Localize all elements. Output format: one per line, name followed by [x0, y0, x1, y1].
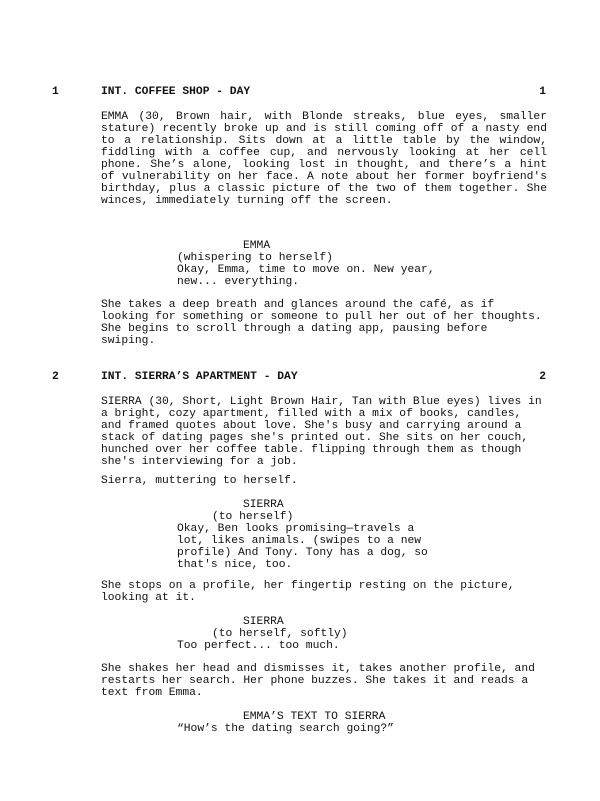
action-block: Sierra, muttering to herself. [101, 475, 298, 487]
action-block: She takes a deep breath and glances around the café, as if looking for something or someone to pull her out of her thoughts. She begins to scroll through a dating app, pausing before swiping. [101, 299, 542, 347]
parenthetical: (to herself) [212, 511, 294, 523]
action-block: She stops on a profile, her fingertip resting on the picture, looking at it. [101, 580, 515, 604]
dialogue: Too perfect... too much. [177, 640, 340, 652]
character-name: SIERRA [243, 616, 284, 628]
dialogue: “How’s the dating search going?” [177, 723, 394, 735]
dialogue: Okay, Ben looks promising—travels a lot, likes animals. (swipes to a new profile) And Tony. Tony has a dog, so that's nice, too. [177, 523, 428, 571]
action-block: EMMA (30, Brown hair, with Blonde streaks, blue eyes, smaller stature) recently broke up and is still coming off of a nasty end to a relationship. Sits down at a little table by the window, fiddling with a coffee cup, and nervously looking at her cell phone. She’s alone, looking lost in thought, and there’s a hint of vulnerability on her face. A note about her former boyfriend's birthday, plus a classic picture of the two of them together. She winces, immediately turning off the screen. [101, 111, 547, 207]
scene-number-right: 2 [539, 371, 546, 383]
character-name: EMMA’S TEXT TO SIERRA [243, 711, 386, 723]
scene-heading: INT. COFFEE SHOP - DAY [101, 86, 251, 98]
scene-number-right: 1 [539, 86, 546, 98]
action-block: SIERRA (30, Short, Light Brown Hair, Tan with Blue eyes) lives in a bright, cozy apartment, filled with a mix of books, candles, and framed quotes about love. She's busy and carrying around a stack of dating pages she's printed out. She sits on her couch, hunched over her coffee table. flipping through them as though she's interviewing for a job. [101, 396, 542, 468]
parenthetical: (whispering to herself) [177, 252, 333, 264]
scene-number-left: 2 [52, 371, 59, 383]
action-block: She shakes her head and dismisses it, takes another profile, and restarts her search. Her phone buzzes. She takes it and reads a text from Emma. [101, 663, 535, 699]
character-name: SIERRA [243, 499, 284, 511]
scene-number-left: 1 [52, 86, 59, 98]
character-name: EMMA [243, 240, 271, 252]
dialogue: Okay, Emma, time to move on. New year, new... everything. [177, 264, 435, 288]
parenthetical: (to herself, softly) [212, 628, 348, 640]
scene-heading: INT. SIERRA’S APARTMENT - DAY [101, 371, 298, 383]
